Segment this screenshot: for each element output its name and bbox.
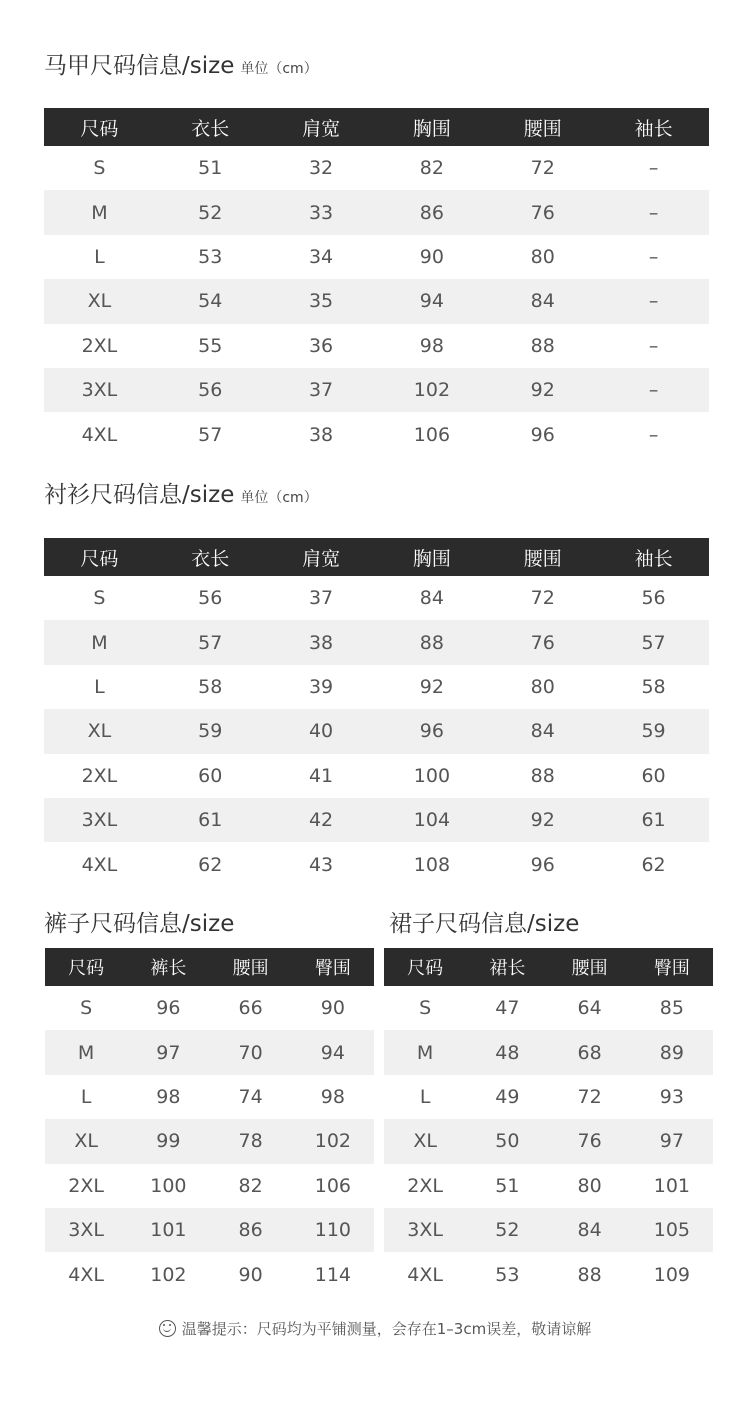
skirt-title <box>389 910 579 938</box>
measurement-cell: 97 <box>631 1119 713 1163</box>
table-row <box>44 842 709 886</box>
table-row <box>44 190 709 234</box>
table-row <box>44 709 709 753</box>
measurement-cell: 60 <box>198 764 223 787</box>
measurement-cell: 66 <box>238 997 263 1020</box>
measurement-cell: 102 <box>292 1119 374 1163</box>
table-row <box>384 1208 713 1252</box>
column-header: 袖长 <box>598 108 709 146</box>
vest-title-text: 马甲尺码信息/size <box>44 53 235 79</box>
column-header: 衣长 <box>155 108 266 146</box>
table-header-row <box>44 108 709 146</box>
skirt-title-text: 裙子尺码信息/size <box>389 911 580 937</box>
measurement-cell: – <box>598 368 709 412</box>
column-header: 臀围 <box>631 948 713 986</box>
measurement-cell: 86 <box>376 190 487 234</box>
footer-note-text: 温馨提示：尺码均为平铺测量，会存在1–3cm误差，敬请谅解 <box>181 1320 592 1338</box>
measurement-cell: – <box>648 157 659 180</box>
measurement-cell: 62 <box>641 853 666 876</box>
measurement-cell: 93 <box>659 1085 684 1108</box>
measurement-cell: 56 <box>641 587 666 610</box>
size-cell: L <box>419 1085 431 1108</box>
measurement-cell: 53 <box>495 1263 520 1286</box>
measurement-cell: 101 <box>127 1208 209 1252</box>
measurement-cell: 80 <box>530 675 555 698</box>
measurement-cell: 59 <box>598 709 709 753</box>
shirt-title <box>44 481 318 512</box>
measurement-cell: 96 <box>376 709 487 753</box>
measurement-cell: 57 <box>155 620 266 664</box>
measurement-cell: 74 <box>238 1085 263 1108</box>
table-row <box>44 235 709 279</box>
size-cell: 2XL <box>81 334 118 357</box>
skirt-size-table <box>384 948 713 1297</box>
measurement-cell: 88 <box>577 1263 602 1286</box>
measurement-cell: 33 <box>266 190 377 234</box>
measurement-cell: 47 <box>495 997 520 1020</box>
column-header: 胸围 <box>376 108 487 146</box>
size-cell: 4XL <box>68 1263 104 1286</box>
measurement-cell: 57 <box>198 423 223 446</box>
table-header-row <box>44 538 709 576</box>
size-cell: XL <box>44 709 155 753</box>
size-cell: M <box>384 1030 466 1074</box>
measurement-cell: 37 <box>266 368 377 412</box>
measurement-cell: 61 <box>598 798 709 842</box>
column-header: 腰围 <box>487 108 598 146</box>
size-cell: 4XL <box>407 1263 443 1286</box>
size-cell: M <box>44 620 155 664</box>
measurement-cell: – <box>598 190 709 234</box>
measurement-cell: 89 <box>631 1030 713 1074</box>
table-row <box>44 368 709 412</box>
measurement-cell: 94 <box>376 279 487 323</box>
measurement-cell: 72 <box>530 587 555 610</box>
measurement-cell: 101 <box>653 1174 690 1197</box>
measurement-cell: 36 <box>308 334 334 357</box>
size-cell: XL <box>44 279 155 323</box>
size-cell: 3XL <box>45 1208 127 1252</box>
size-cell: XL <box>384 1119 466 1163</box>
table-row <box>44 576 709 620</box>
pants-size-table <box>45 948 374 1297</box>
measurement-cell: 106 <box>413 423 451 446</box>
measurement-cell: 92 <box>419 675 444 698</box>
size-cell: 3XL <box>384 1208 466 1252</box>
measurement-cell: 88 <box>376 620 487 664</box>
size-cell: L <box>94 675 105 698</box>
measurement-cell: – <box>648 245 659 268</box>
measurement-cell: 76 <box>487 190 598 234</box>
measurement-cell: 102 <box>376 368 487 412</box>
measurement-cell: 56 <box>155 368 266 412</box>
measurement-cell: 88 <box>530 334 555 357</box>
column-header: 肩宽 <box>266 108 377 146</box>
table-row <box>45 1208 374 1252</box>
measurement-cell: 49 <box>495 1085 520 1108</box>
measurement-cell: 99 <box>127 1119 209 1163</box>
table-row <box>384 1119 713 1163</box>
measurement-cell: 42 <box>266 798 377 842</box>
table-row <box>44 798 709 842</box>
vest-title <box>44 52 318 83</box>
size-cell: 4XL <box>81 853 118 876</box>
measurement-cell: 92 <box>487 798 598 842</box>
vest-size-table <box>44 108 709 457</box>
column-header: 尺码 <box>44 538 155 576</box>
shirt-unit: 单位（cm） <box>240 490 318 506</box>
measurement-cell: 52 <box>155 190 266 234</box>
measurement-cell: 56 <box>198 587 223 610</box>
measurement-cell: 78 <box>210 1119 292 1163</box>
table-header-row <box>384 948 713 986</box>
column-header: 尺码 <box>44 108 155 146</box>
measurement-cell: 82 <box>238 1174 263 1197</box>
table-row <box>384 986 713 1030</box>
table-row <box>45 1119 374 1163</box>
column-header: 衣长 <box>155 538 266 576</box>
measurement-cell: 105 <box>631 1208 713 1252</box>
measurement-cell: 41 <box>308 764 334 787</box>
measurement-cell: 68 <box>549 1030 631 1074</box>
measurement-cell: 100 <box>413 764 451 787</box>
table-row <box>44 754 709 798</box>
table-row <box>384 1030 713 1074</box>
measurement-cell: 84 <box>549 1208 631 1252</box>
measurement-cell: 51 <box>198 157 223 180</box>
measurement-cell: 61 <box>155 798 266 842</box>
measurement-cell: 84 <box>487 279 598 323</box>
measurement-cell: 51 <box>495 1174 520 1197</box>
measurement-cell: 90 <box>419 245 444 268</box>
measurement-cell: 86 <box>210 1208 292 1252</box>
measurement-cell: 40 <box>266 709 377 753</box>
measurement-cell: 90 <box>238 1263 263 1286</box>
measurement-cell: 76 <box>549 1119 631 1163</box>
column-header: 袖长 <box>598 538 709 576</box>
measurement-cell: 114 <box>314 1263 351 1286</box>
size-cell: S <box>93 157 106 180</box>
measurement-cell: 60 <box>641 764 666 787</box>
measurement-cell: 106 <box>314 1174 351 1197</box>
shirt-title-text: 衬衫尺码信息/size <box>44 482 235 508</box>
measurement-cell: 35 <box>266 279 377 323</box>
measurement-cell: 48 <box>466 1030 548 1074</box>
table-row <box>45 986 374 1030</box>
table-row <box>384 1252 713 1296</box>
column-header: 臀围 <box>292 948 374 986</box>
measurement-cell: 108 <box>413 853 451 876</box>
size-cell: XL <box>45 1119 127 1163</box>
measurement-cell: 102 <box>150 1263 187 1286</box>
table-row <box>44 324 709 368</box>
footer-note <box>0 1318 750 1339</box>
size-cell: S <box>80 997 93 1020</box>
measurement-cell: 43 <box>308 853 334 876</box>
measurement-cell: 96 <box>156 997 181 1020</box>
size-cell: 2XL <box>407 1174 443 1197</box>
measurement-cell: 90 <box>320 997 345 1020</box>
measurement-cell: 38 <box>266 620 377 664</box>
column-header: 裤长 <box>127 948 209 986</box>
size-cell: L <box>80 1085 92 1108</box>
measurement-cell: 80 <box>530 245 555 268</box>
measurement-cell: 96 <box>530 853 555 876</box>
table-row <box>44 620 709 664</box>
measurement-cell: 32 <box>308 157 334 180</box>
measurement-cell: 50 <box>466 1119 548 1163</box>
column-header: 肩宽 <box>266 538 377 576</box>
pants-title-text: 裤子尺码信息/size <box>44 911 235 937</box>
measurement-cell: 64 <box>577 997 602 1020</box>
table-row <box>44 279 709 323</box>
column-header: 腰围 <box>210 948 292 986</box>
measurement-cell: 55 <box>198 334 223 357</box>
pants-title <box>44 910 234 938</box>
size-cell: 2XL <box>81 764 118 787</box>
measurement-cell: 84 <box>419 587 444 610</box>
measurement-cell: 72 <box>577 1085 602 1108</box>
column-header: 腰围 <box>549 948 631 986</box>
measurement-cell: – <box>648 334 659 357</box>
measurement-cell: 104 <box>376 798 487 842</box>
measurement-cell: 59 <box>155 709 266 753</box>
measurement-cell: 96 <box>530 423 555 446</box>
column-header: 胸围 <box>376 538 487 576</box>
table-row <box>44 665 709 709</box>
measurement-cell: 94 <box>292 1030 374 1074</box>
measurement-cell: 70 <box>210 1030 292 1074</box>
measurement-cell: 88 <box>530 764 555 787</box>
measurement-cell: 34 <box>308 245 334 268</box>
measurement-cell: 52 <box>466 1208 548 1252</box>
vest-unit: 单位（cm） <box>240 61 318 77</box>
measurement-cell: 54 <box>155 279 266 323</box>
measurement-cell: 84 <box>487 709 598 753</box>
table-row <box>44 146 709 190</box>
table-row <box>45 1164 374 1208</box>
measurement-cell: 72 <box>530 157 555 180</box>
measurement-cell: 109 <box>653 1263 690 1286</box>
measurement-cell: – <box>648 423 659 446</box>
measurement-cell: 100 <box>150 1174 187 1197</box>
measurement-cell: 53 <box>198 245 223 268</box>
measurement-cell: 57 <box>598 620 709 664</box>
column-header: 腰围 <box>487 538 598 576</box>
column-header: 裙长 <box>466 948 548 986</box>
measurement-cell: 92 <box>487 368 598 412</box>
measurement-cell: 62 <box>198 853 223 876</box>
measurement-cell: 85 <box>659 997 684 1020</box>
size-cell: M <box>45 1030 127 1074</box>
measurement-cell: 58 <box>641 675 666 698</box>
size-cell: 4XL <box>81 423 118 446</box>
table-row <box>384 1075 713 1119</box>
measurement-cell: 76 <box>487 620 598 664</box>
smile-icon <box>159 1320 176 1337</box>
size-cell: S <box>93 587 106 610</box>
size-cell: L <box>94 245 105 268</box>
measurement-cell: 98 <box>156 1085 181 1108</box>
table-row <box>44 412 709 456</box>
size-cell: 2XL <box>68 1174 104 1197</box>
size-cell: 3XL <box>44 798 155 842</box>
table-header-row <box>45 948 374 986</box>
measurement-cell: 98 <box>320 1085 345 1108</box>
table-row <box>45 1030 374 1074</box>
size-cell: S <box>419 997 432 1020</box>
table-row <box>384 1164 713 1208</box>
measurement-cell: 39 <box>308 675 334 698</box>
measurement-cell: 37 <box>308 587 334 610</box>
measurement-cell: 58 <box>198 675 223 698</box>
table-row <box>45 1075 374 1119</box>
measurement-cell: 80 <box>577 1174 602 1197</box>
column-header: 尺码 <box>45 948 127 986</box>
measurement-cell: 82 <box>419 157 444 180</box>
shirt-size-table <box>44 538 709 887</box>
measurement-cell: 110 <box>292 1208 374 1252</box>
size-cell: M <box>44 190 155 234</box>
measurement-cell: 98 <box>419 334 444 357</box>
measurement-cell: 97 <box>127 1030 209 1074</box>
column-header: 尺码 <box>384 948 466 986</box>
table-row <box>45 1252 374 1296</box>
measurement-cell: 38 <box>308 423 334 446</box>
size-cell: 3XL <box>44 368 155 412</box>
measurement-cell: – <box>598 279 709 323</box>
